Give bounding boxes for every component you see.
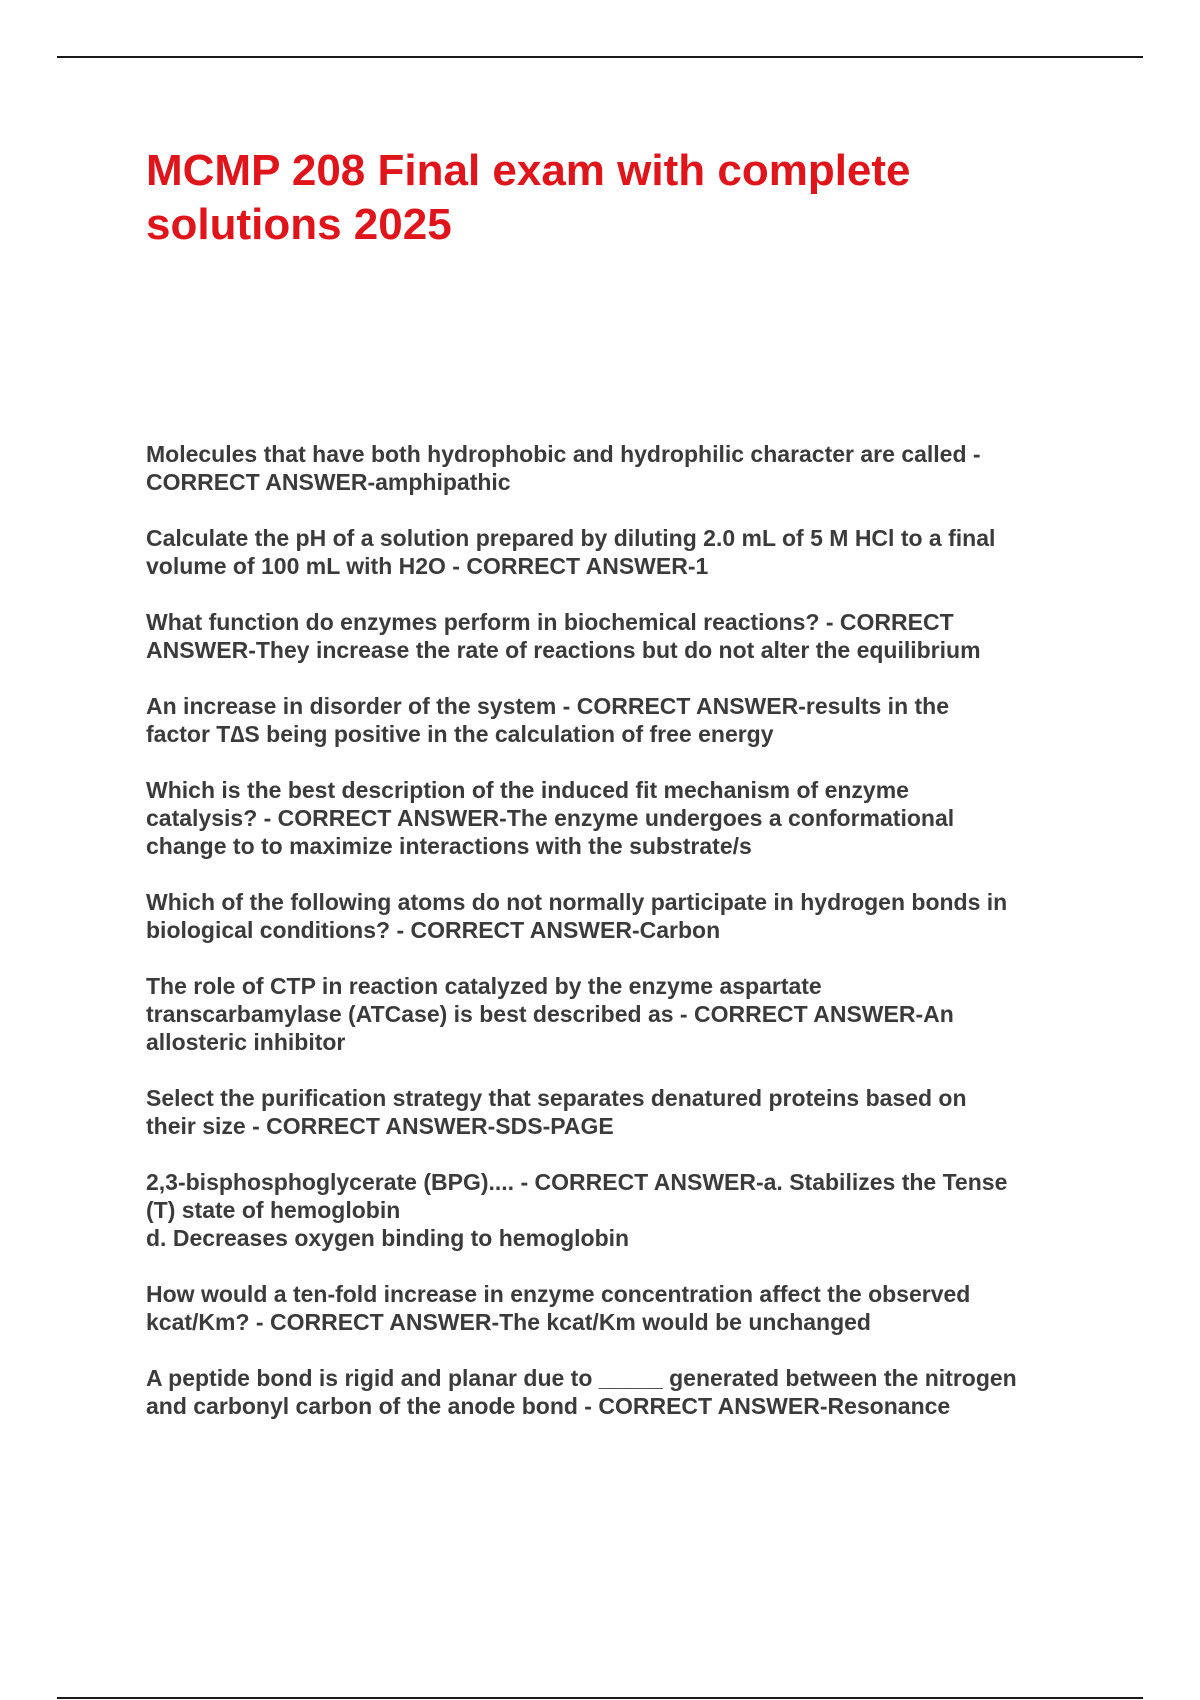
- qa-item: 2,3-bisphosphoglycerate (BPG).... - CORRECT ANSWER-a. Stabilizes the Tense (T) state of hemoglobin d. Decreases oxygen binding to hemoglobin: [146, 1169, 1008, 1251]
- document-title: MCMP 208 Final exam with complete solutions 2025: [146, 146, 911, 249]
- qa-item: Which of the following atoms do not normally participate in hydrogen bonds in biological conditions? - CORRECT ANSWER-Carbon: [146, 889, 1008, 943]
- qa-item: Molecules that have both hydrophobic and hydrophilic character are called - CORRECT ANSWER-amphipathic: [146, 441, 981, 495]
- qa-item: Select the purification strategy that separates denatured proteins based on their size - CORRECT ANSWER-SDS-PAGE: [146, 1085, 967, 1139]
- qa-item: What function do enzymes perform in biochemical reactions? - CORRECT ANSWER-They increase the rate of reactions but do not alter the equilibrium: [146, 609, 981, 663]
- qa-item: A peptide bond is rigid and planar due to _____ generated between the nitrogen and carbonyl carbon of the anode bond - CORRECT ANSWER-Resonance: [146, 1365, 1017, 1419]
- qa-item: How would a ten-fold increase in enzyme concentration affect the observed kcat/Km? - CORRECT ANSWER-The kcat/Km would be unchanged: [146, 1281, 971, 1335]
- bottom-rule: [57, 1697, 1143, 1699]
- qa-item: An increase in disorder of the system - CORRECT ANSWER-results in the factor T∆S being positive in the calculation of free energy: [146, 693, 950, 747]
- qa-item: Which is the best description of the induced fit mechanism of enzyme catalysis? - CORRECT ANSWER-The enzyme undergoes a conformational change to to maximize interactions with the substrate/s: [146, 777, 955, 859]
- qa-item: Calculate the pH of a solution prepared by diluting 2.0 mL of 5 M HCl to a final volume of 100 mL with H2O - CORRECT ANSWER-1: [146, 525, 996, 579]
- qa-item: The role of CTP in reaction catalyzed by the enzyme aspartate transcarbamylase (ATCase) is best described as - CORRECT ANSWER-An allosteric inhibitor: [146, 973, 954, 1055]
- question-answer-list: [146, 440, 1086, 1448]
- top-rule: [57, 56, 1143, 58]
